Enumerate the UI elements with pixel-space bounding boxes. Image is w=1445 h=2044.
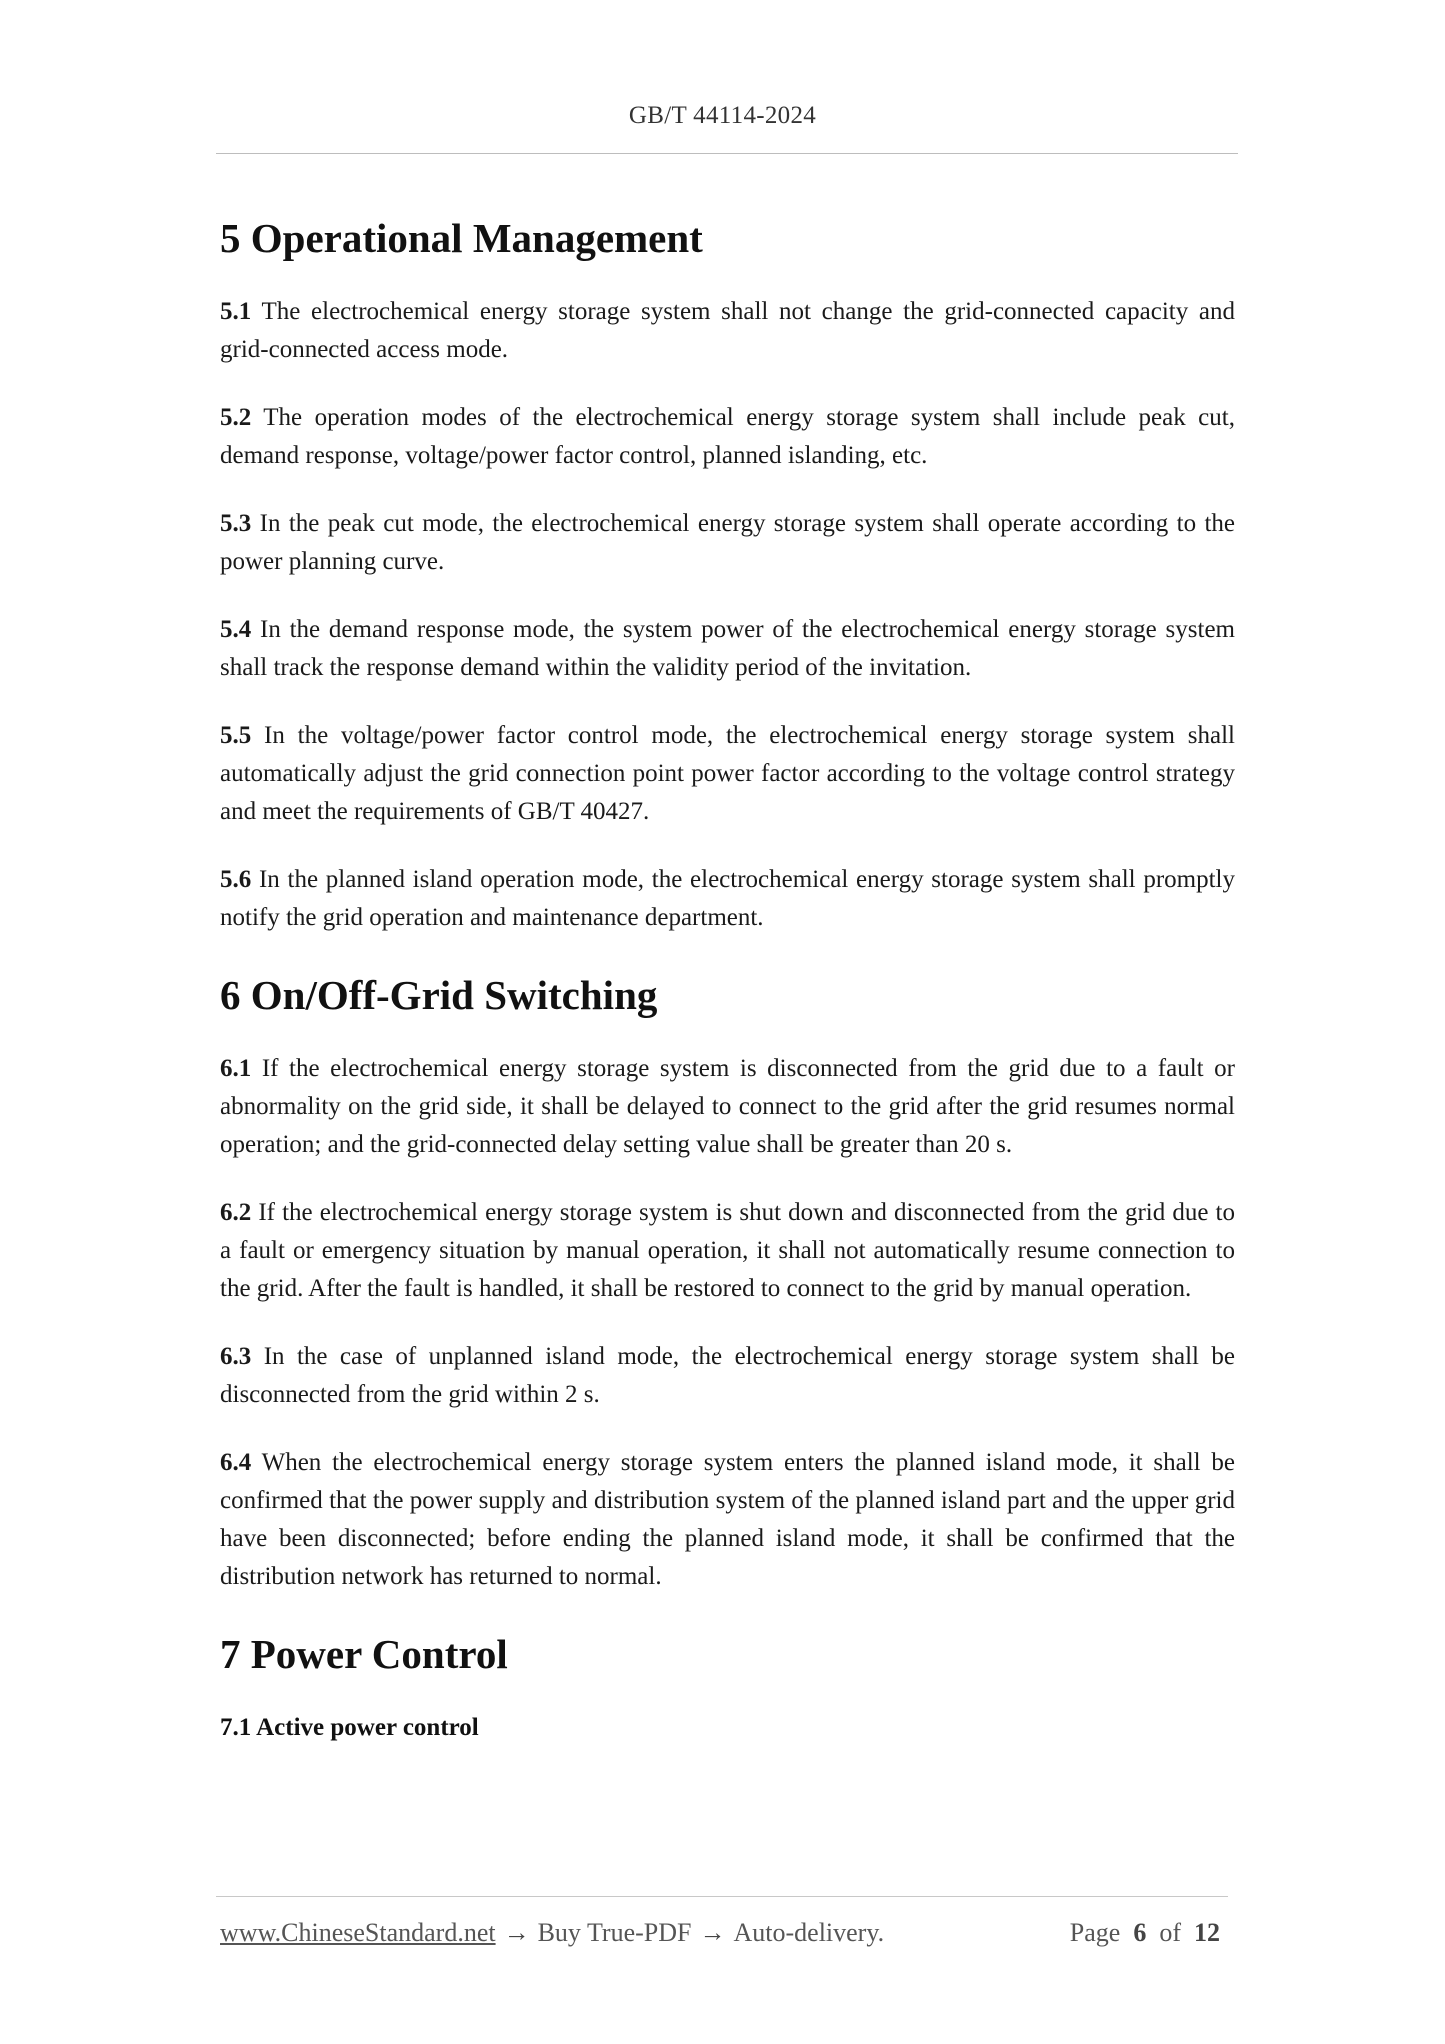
buy-true-pdf-text: Buy True-PDF bbox=[537, 1918, 692, 1947]
clause-6-2 bbox=[220, 1194, 1235, 1308]
clause-6-3 bbox=[220, 1338, 1235, 1414]
clause-6-1 bbox=[220, 1050, 1235, 1164]
clause-number: 5.3 bbox=[220, 510, 252, 537]
clause-number: 5.1 bbox=[220, 298, 252, 325]
subsection-7-1-title: 7.1 Active power control bbox=[220, 1714, 479, 1741]
clause-5-6 bbox=[220, 861, 1235, 937]
clause-6-4 bbox=[220, 1444, 1235, 1596]
clause-5-1 bbox=[220, 293, 1235, 369]
clause-5-2 bbox=[220, 399, 1235, 475]
clause-text: In the planned island operation mode, the electrochemical energy storage system shall promptly notify the grid operation and maintenance department. bbox=[220, 866, 1236, 931]
header-divider bbox=[216, 153, 1238, 154]
clause-number: 6.4 bbox=[220, 1449, 252, 1476]
page-header: GB/T 44114-2024 bbox=[628, 102, 817, 129]
clause-text: The electrochemical energy storage system shall not change the grid-connected capacity and grid-connected access mode. bbox=[220, 298, 1235, 363]
clause-5-3 bbox=[220, 505, 1235, 581]
section-5-title: 5 Operational Management bbox=[220, 215, 703, 261]
footer-divider bbox=[216, 1896, 1228, 1897]
page-content bbox=[220, 210, 1235, 1747]
clause-number: 5.6 bbox=[220, 866, 252, 893]
page-footer bbox=[220, 1918, 1228, 1956]
section-6-title: 6 On/Off-Grid Switching bbox=[220, 972, 658, 1018]
site-link[interactable]: www.ChineseStandard.net bbox=[220, 1918, 496, 1947]
page-indicator bbox=[1070, 1918, 1220, 1948]
total-pages-number: 12 bbox=[1194, 1918, 1220, 1947]
arrow-right-icon: → bbox=[503, 1918, 530, 1947]
clause-number: 6.1 bbox=[220, 1055, 252, 1082]
clause-5-5 bbox=[220, 717, 1235, 831]
of-word: of bbox=[1159, 1918, 1181, 1947]
auto-delivery-text: Auto-delivery. bbox=[733, 1918, 885, 1947]
clause-text: In the voltage/power factor control mode, the electrochemical energy storage system shall automatically adjust the grid connection point power factor according to the voltage control strategy and meet the requirements of GB/T 40427. bbox=[220, 722, 1235, 825]
clause-text: If the electrochemical energy storage system is shut down and disconnected from the grid due to a fault or emergency situation by manual operation, it shall not automatically resume connection to the grid. After the fault is handled, it shall be restored to connect to the grid by manual operation. bbox=[220, 1199, 1235, 1302]
section-7-title: 7 Power Control bbox=[220, 1631, 508, 1677]
clause-number: 6.2 bbox=[220, 1199, 252, 1226]
clause-number: 5.5 bbox=[220, 722, 252, 749]
clause-text: When the electrochemical energy storage system enters the planned island mode, it shall be confirmed that the power supply and distribution system of the planned island part and the upper grid have been disconnected; before ending the planned island mode, it shall be confirmed that the distribution network has returned to normal. bbox=[220, 1449, 1235, 1590]
clause-number: 6.3 bbox=[220, 1343, 252, 1370]
clause-text: If the electrochemical energy storage system is disconnected from the grid due to a fault or abnormality on the grid side, it shall be delayed to connect to the grid after the grid resumes normal operation; and the grid-connected delay setting value shall be greater than 20 s. bbox=[220, 1055, 1235, 1158]
footer-links bbox=[220, 1918, 884, 1948]
clause-text: In the demand response mode, the system power of the electrochemical energy storage system shall track the response demand within the validity period of the invitation. bbox=[220, 616, 1235, 681]
arrow-right-icon: → bbox=[699, 1918, 726, 1947]
clause-text: In the peak cut mode, the electrochemical energy storage system shall operate according to the power planning curve. bbox=[220, 510, 1235, 575]
clause-text: The operation modes of the electrochemical energy storage system shall include peak cut, demand response, voltage/power factor control, planned islanding, etc. bbox=[220, 404, 1235, 469]
clause-number: 5.4 bbox=[220, 616, 252, 643]
clause-5-4 bbox=[220, 611, 1235, 687]
clause-text: In the case of unplanned island mode, the electrochemical energy storage system shall be disconnected from the grid within 2 s. bbox=[220, 1343, 1235, 1408]
page-word: Page bbox=[1069, 1918, 1121, 1947]
current-page-number: 6 bbox=[1133, 1918, 1147, 1947]
clause-number: 5.2 bbox=[220, 404, 252, 431]
